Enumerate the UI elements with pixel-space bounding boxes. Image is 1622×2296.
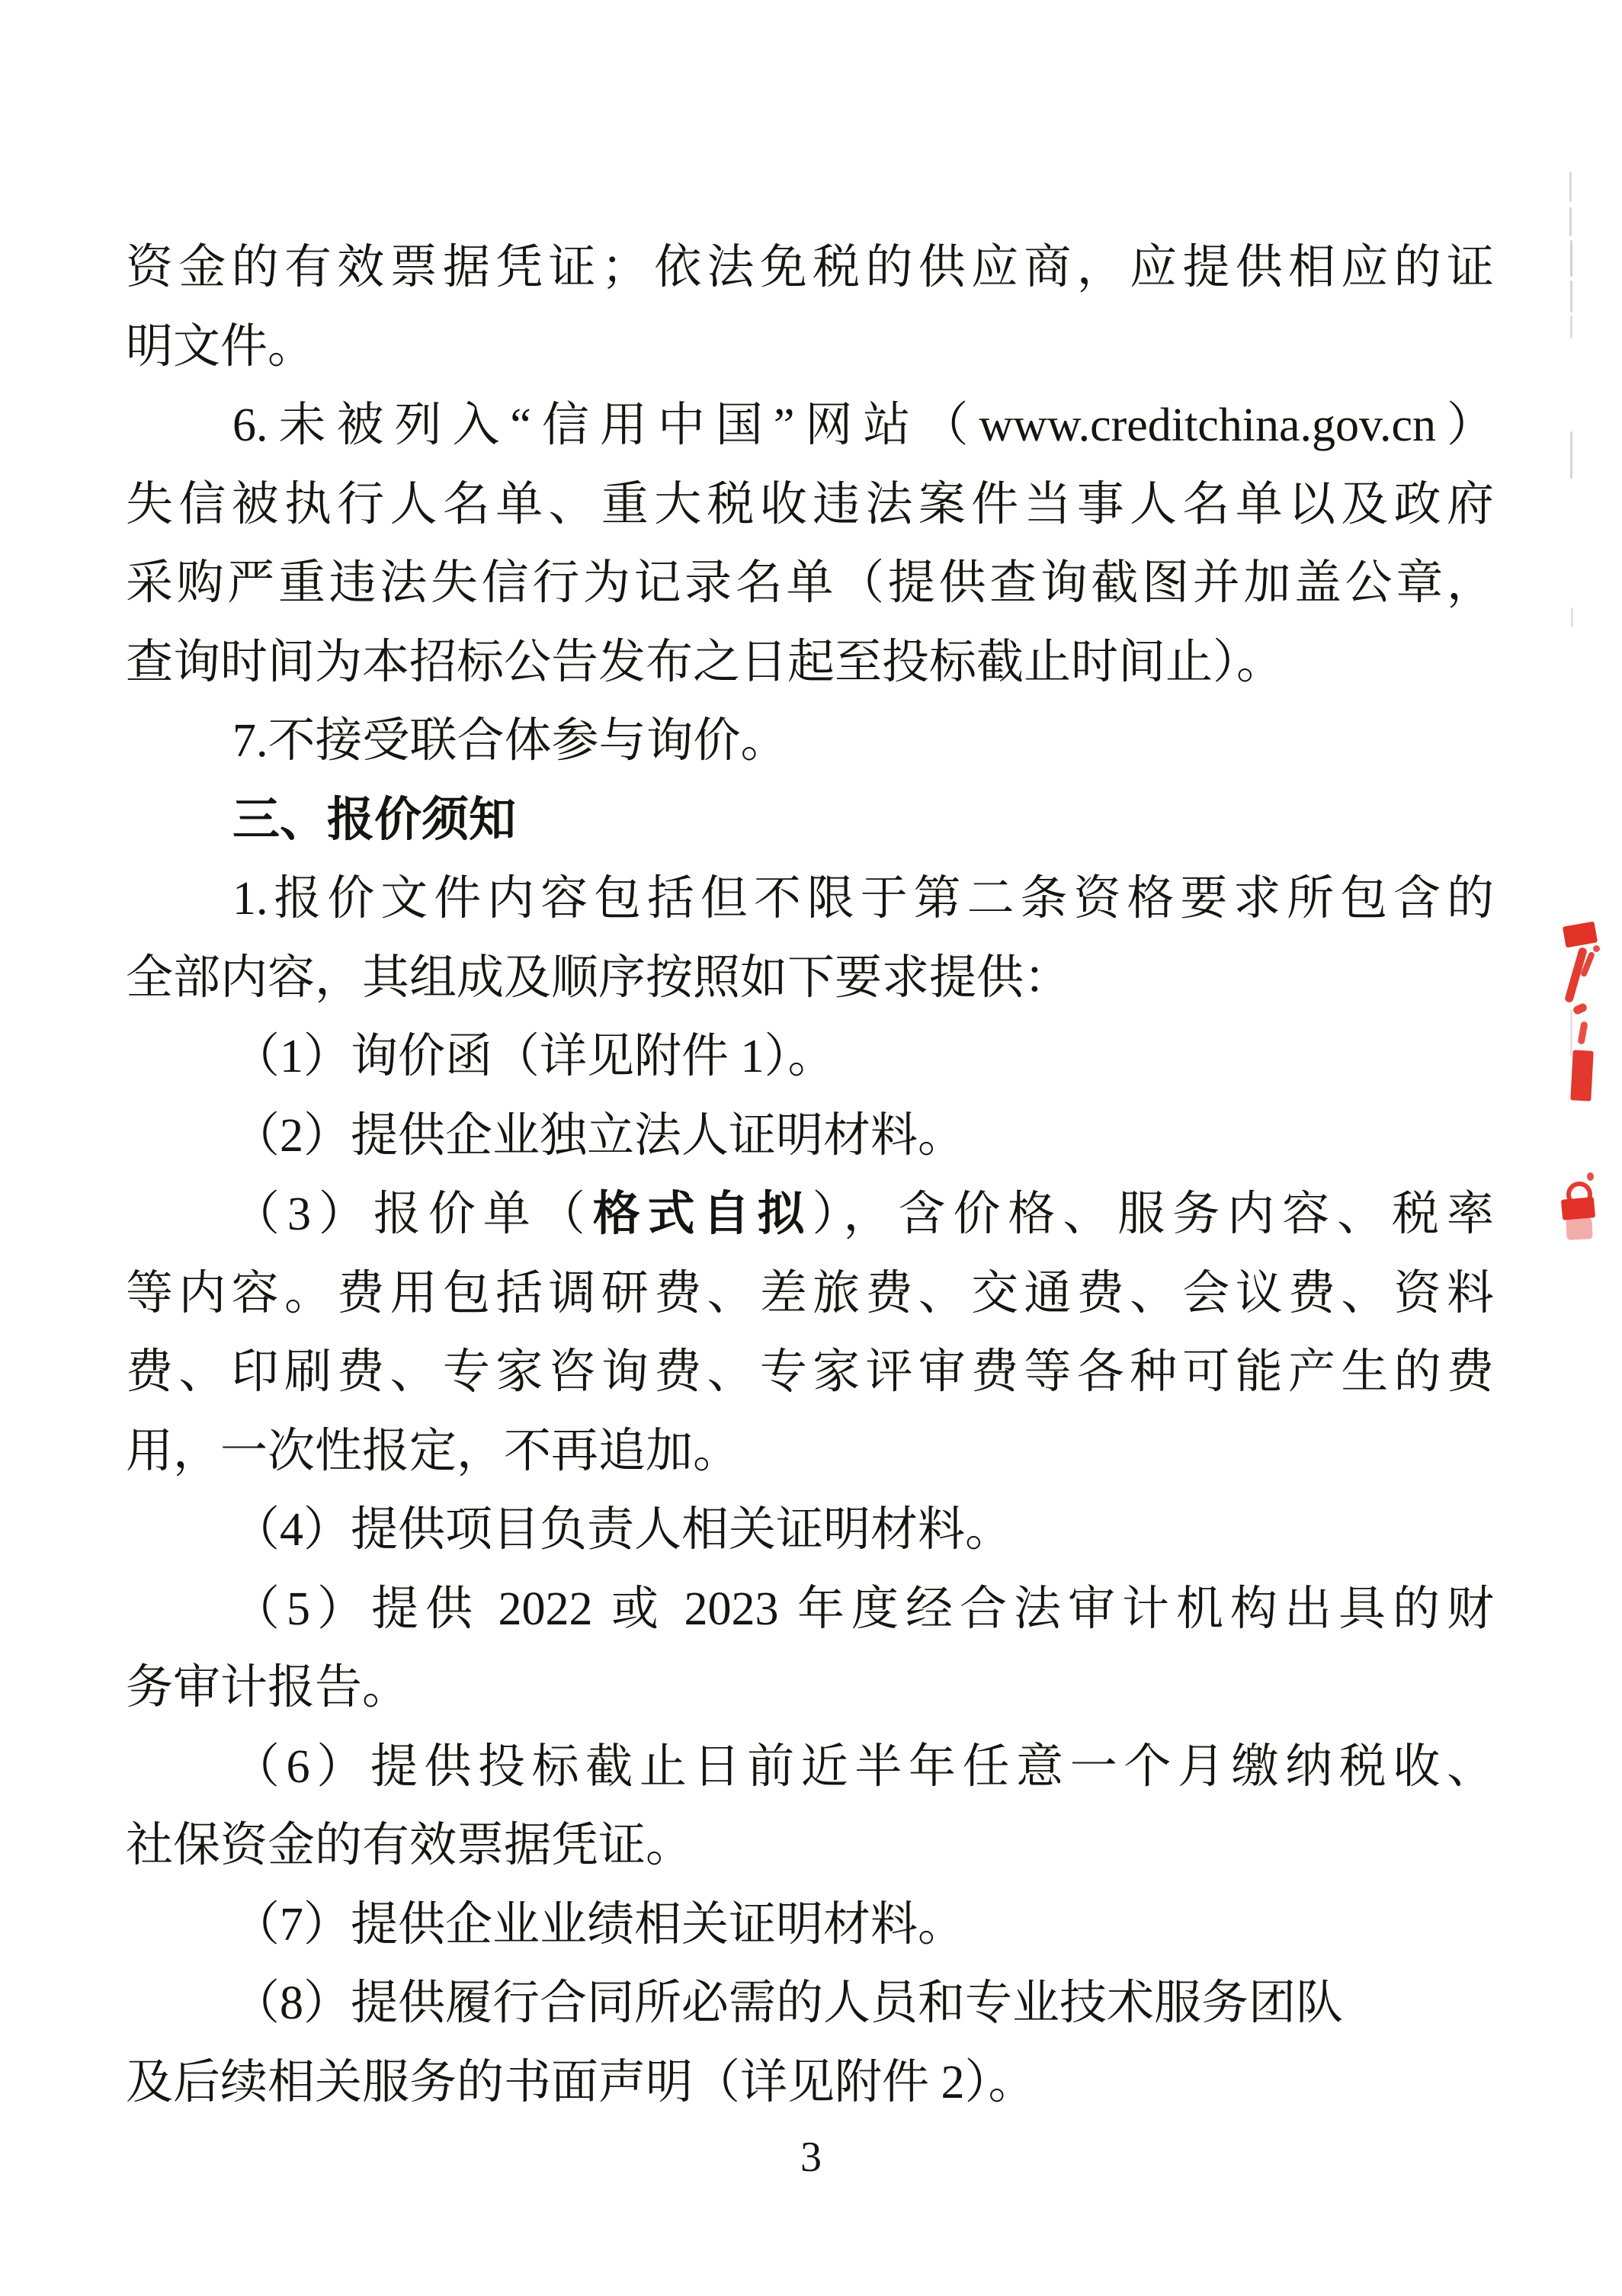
text-segment: 资金的有效票据凭证；依法免税的供应商，应提供相应的证 xyxy=(126,242,1494,293)
text-line xyxy=(126,1018,1494,1097)
text-line xyxy=(126,1807,1494,1886)
scan-edge-artifact xyxy=(1569,207,1572,236)
red-stamp-fragment xyxy=(1570,1050,1593,1101)
red-stamp-fragment xyxy=(1577,1021,1588,1044)
text-segment: （7）提供企业业绩相关证明材料。 xyxy=(232,1898,966,1951)
text-line xyxy=(126,466,1494,545)
text-segment-bold: 三、报价须知 xyxy=(232,794,517,846)
text-line xyxy=(126,544,1494,624)
text-segment: 社保资金的有效票据凭证。 xyxy=(126,1820,694,1871)
text-block xyxy=(126,229,1494,2122)
text-segment: （3）报价单（ xyxy=(232,1188,593,1240)
text-segment: 1.报价文件内容包括但不限于第二条资格要求所包含的 xyxy=(232,873,1494,925)
text-segment: 6.未被列入“信用中国”网站（www.creditchina.gov.cn） xyxy=(232,399,1494,451)
scan-edge-artifact xyxy=(1570,316,1572,338)
text-line xyxy=(126,1964,1494,2044)
text-segment: 7.不接受联合体参与询价。 xyxy=(232,715,788,767)
text-line xyxy=(126,1886,1494,1965)
page-number: 3 xyxy=(800,2134,822,2181)
scan-edge-artifact xyxy=(1570,431,1572,479)
text-line xyxy=(126,1649,1494,1728)
text-segment: 查询时间为本招标公告发布之日起至投标截止时间止）。 xyxy=(126,636,1284,688)
text-line xyxy=(126,1175,1494,1255)
text-line xyxy=(126,624,1494,703)
text-segment: 费、印刷费、专家咨询费、专家评审费等各种可能产生的费 xyxy=(126,1346,1494,1398)
text-segment: 及后续相关服务的书面声明（详见附件 2）。 xyxy=(126,2056,1036,2108)
text-segment: （4）提供项目负责人相关证明材料。 xyxy=(232,1504,1013,1556)
red-stamp-fragment xyxy=(1561,1197,1595,1220)
text-segment: 等内容。费用包括调研费、差旅费、交通费、会议费、资料 xyxy=(126,1267,1494,1320)
text-segment: 明文件。 xyxy=(126,320,316,373)
red-stamp-fragment xyxy=(1563,922,1598,948)
text-line xyxy=(126,1491,1494,1570)
text-line xyxy=(126,2044,1494,2123)
text-line xyxy=(126,1570,1494,1650)
scan-edge-artifact xyxy=(1569,172,1572,202)
text-segment: 用，一次性报定，不再追加。 xyxy=(126,1425,741,1477)
text-line xyxy=(126,702,1494,781)
text-segment: （6）提供投标截止日前近半年任意一个月缴纳税收、 xyxy=(232,1740,1494,1793)
text-line xyxy=(126,939,1494,1018)
text-line xyxy=(126,1728,1494,1807)
text-segment-bold: 格式自拟 xyxy=(592,1188,813,1240)
scan-edge-artifact xyxy=(1571,608,1573,627)
scan-edge-artifact xyxy=(1570,281,1572,313)
text-segment: （5）提供 2022 或 2023 年度经合法审计机构出具的财 xyxy=(232,1583,1494,1635)
text-segment: 失信被执行人名单、重大税收违法案件当事人名单以及政府 xyxy=(126,478,1494,531)
text-line xyxy=(126,229,1494,308)
scan-edge-artifact xyxy=(1570,1010,1572,1056)
text-line xyxy=(126,781,1494,861)
red-stamp-fragment xyxy=(1566,1217,1592,1240)
text-line xyxy=(126,386,1494,466)
text-line xyxy=(126,1097,1494,1176)
text-line xyxy=(126,1255,1494,1334)
text-line xyxy=(126,1333,1494,1413)
text-segment: （1）询价函（详见附件 1）。 xyxy=(232,1031,835,1082)
text-segment: 务审计报告。 xyxy=(126,1662,410,1714)
red-stamp-fragment xyxy=(1572,1002,1588,1015)
text-segment: 采购严重违法失信行为记录名单（提供查询截图并加盖公章， xyxy=(126,557,1494,609)
scan-edge-artifact xyxy=(1570,240,1572,277)
text-line xyxy=(126,860,1494,939)
text-segment: （2）提供企业独立法人证明材料。 xyxy=(232,1109,966,1162)
text-segment: （8）提供履行合同所必需的人员和专业技术服务团队 xyxy=(232,1977,1344,2029)
red-stamp-fragment xyxy=(1587,1172,1594,1181)
red-stamp-fragment xyxy=(1593,945,1600,952)
text-line xyxy=(126,1413,1494,1492)
text-segment: ），含价格、服务内容、税率 xyxy=(812,1188,1494,1240)
text-segment: 全部内容，其组成及顺序按照如下要求提供： xyxy=(126,951,1072,1004)
text-line xyxy=(126,308,1494,387)
